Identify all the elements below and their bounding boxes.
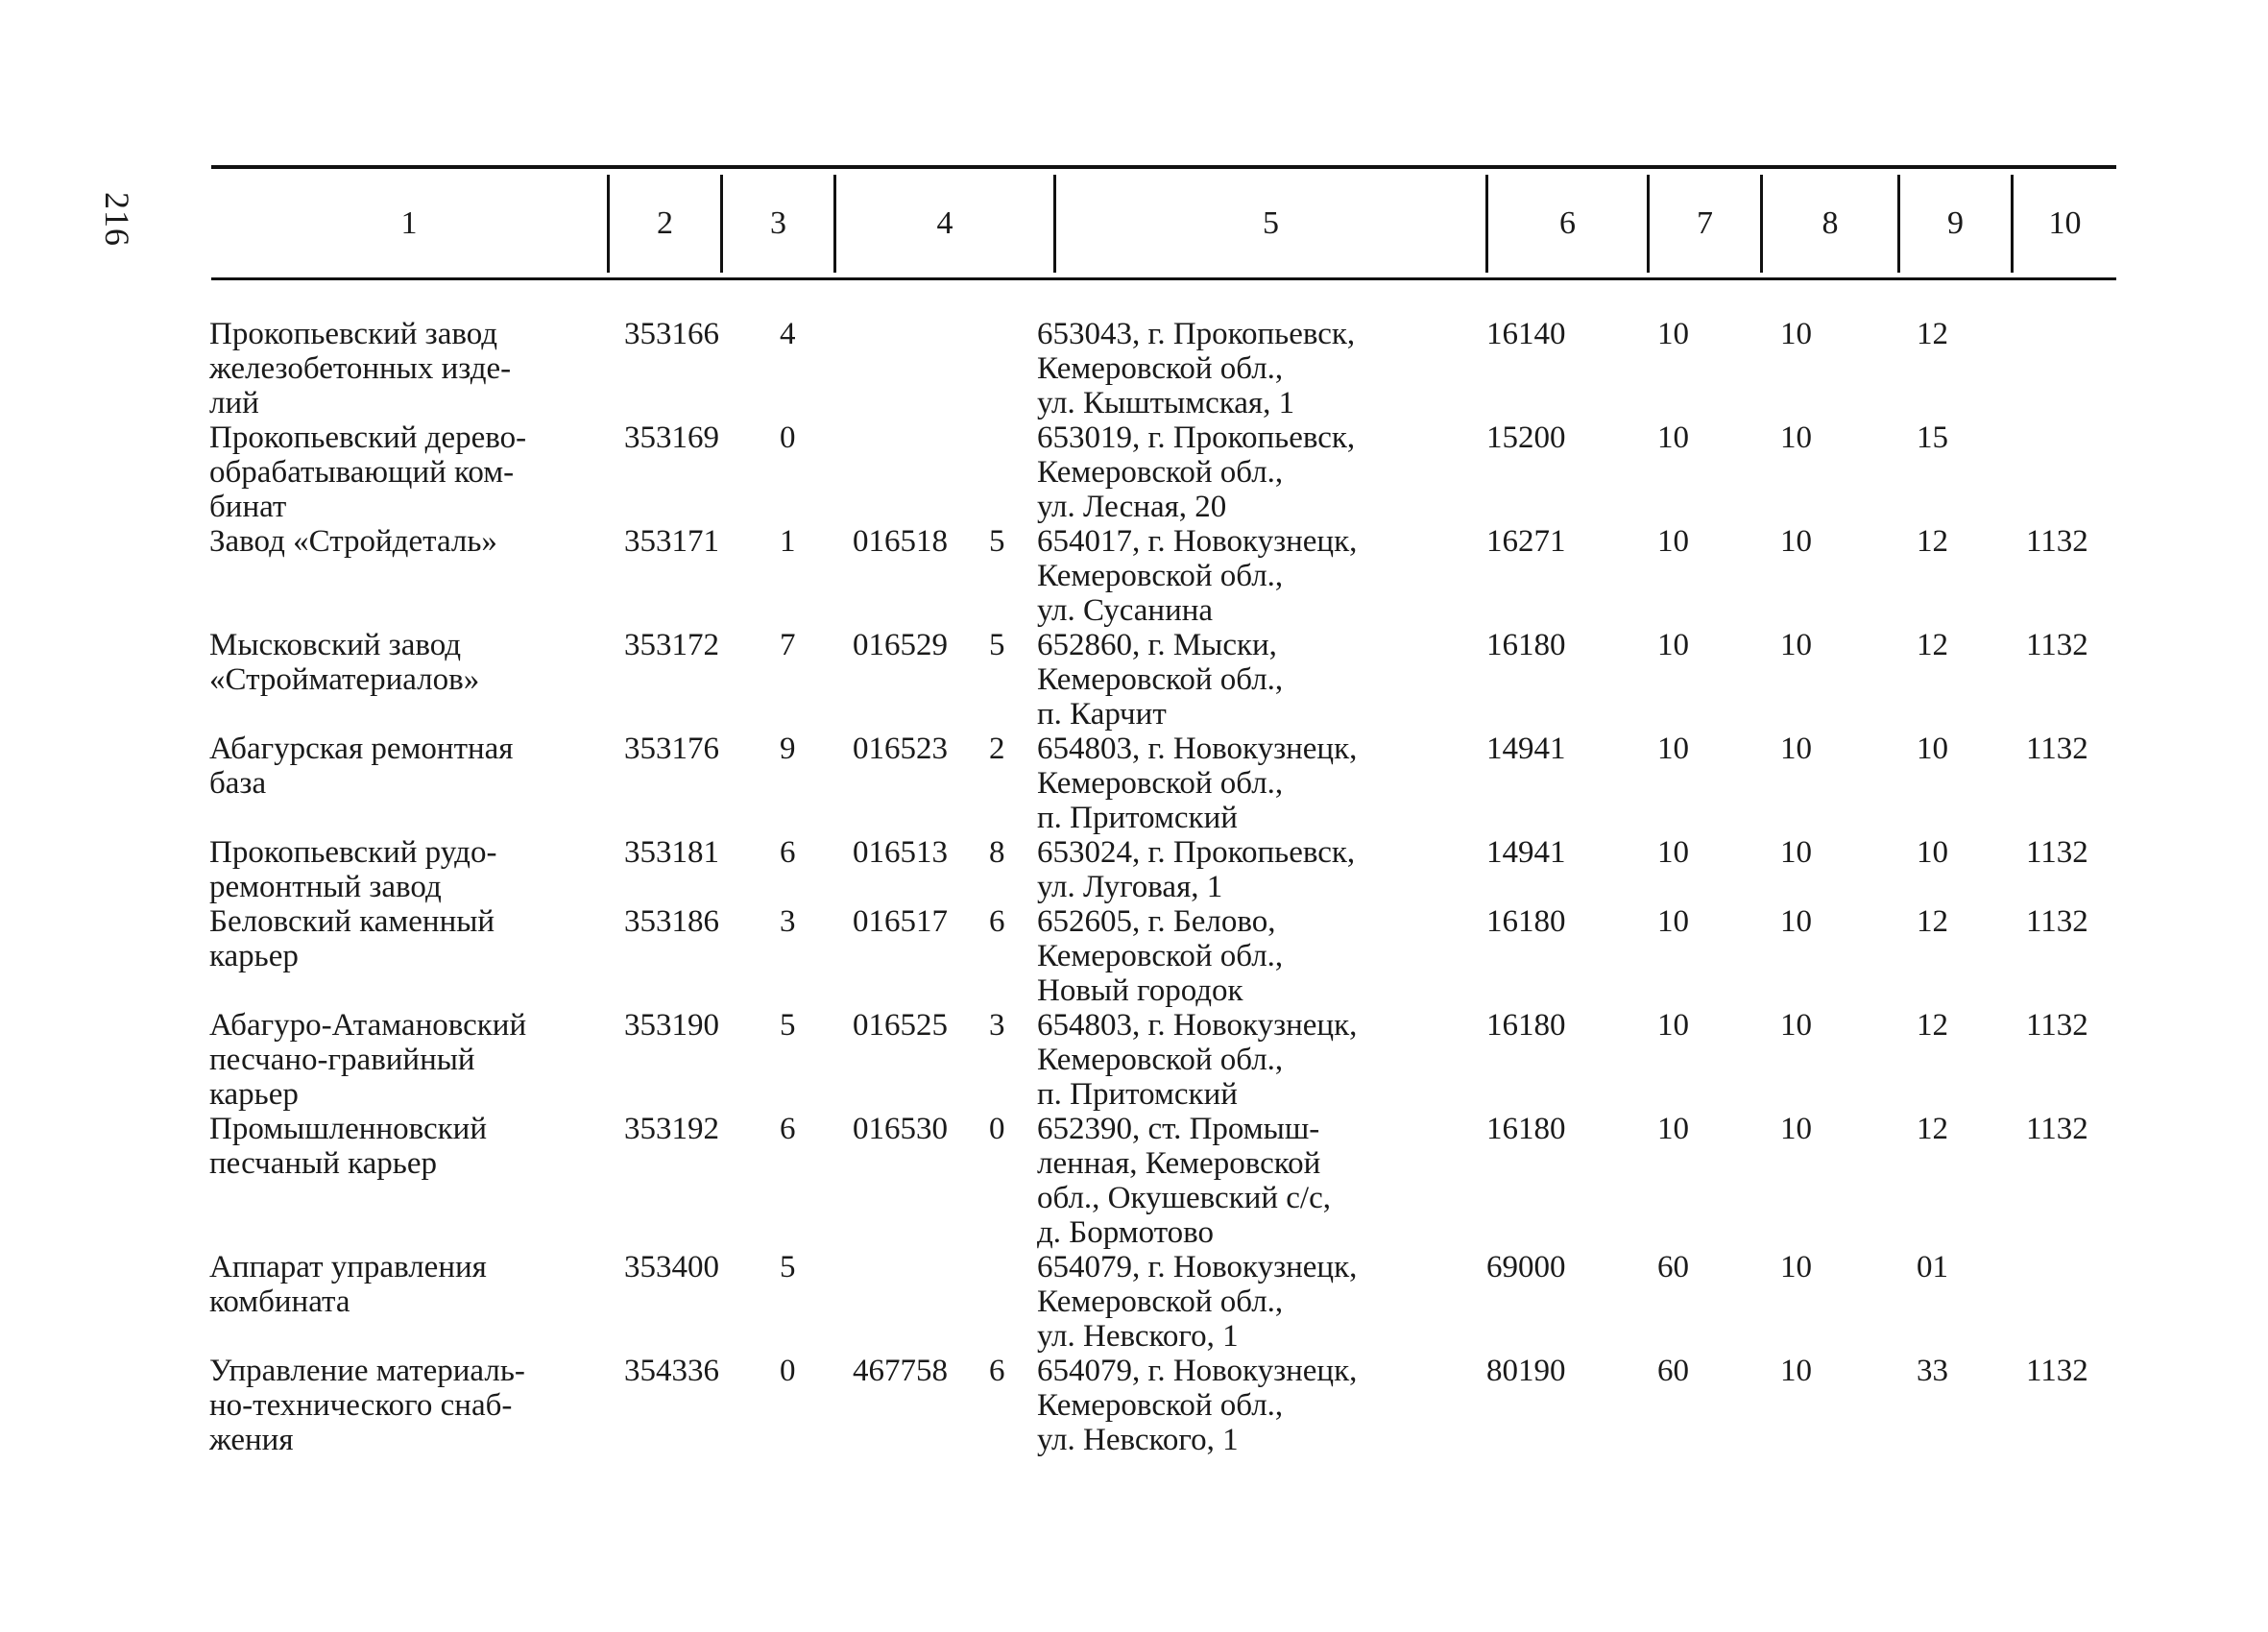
okpo-code: 016525 bbox=[853, 1008, 948, 1043]
col10-value: 1132 bbox=[2026, 524, 2088, 559]
address: 654017, г. Новокузнецк, Кемеровской обл., ул. Сусанина bbox=[1037, 524, 1358, 628]
col8-value: 10 bbox=[1780, 1008, 1812, 1043]
enterprise-name: Завод «Стройдеталь» bbox=[209, 524, 497, 559]
enterprise-name: Прокопьевский завод железобетонных изде- лий bbox=[209, 317, 512, 420]
col9-value: 12 bbox=[1917, 628, 1948, 662]
col8-value: 10 bbox=[1780, 524, 1812, 559]
column-header: 8 bbox=[1822, 204, 1839, 241]
col9-value: 15 bbox=[1917, 420, 1948, 455]
col7-value: 60 bbox=[1657, 1250, 1689, 1284]
col10-value: 1132 bbox=[2026, 1354, 2088, 1388]
okpo-code: 016517 bbox=[853, 904, 948, 939]
col7-value: 10 bbox=[1657, 524, 1689, 559]
enterprise-code: 353181 bbox=[624, 835, 719, 870]
col7-value: 10 bbox=[1657, 904, 1689, 939]
enterprise-code: 353169 bbox=[624, 420, 719, 455]
column-header: 6 bbox=[1559, 204, 1576, 241]
enterprise-name: Прокопьевский дерево- обрабатывающий ком- бинат bbox=[209, 420, 527, 524]
okpo-check-digit: 6 bbox=[989, 1354, 1005, 1388]
okpo-code: 016530 bbox=[853, 1112, 948, 1146]
col9-value: 01 bbox=[1917, 1250, 1948, 1284]
enterprise-name: Управление материаль- но-технического снаб- жения bbox=[209, 1354, 525, 1457]
col9-value: 10 bbox=[1917, 732, 1948, 766]
col8-value: 10 bbox=[1780, 1112, 1812, 1146]
column-divider bbox=[720, 175, 723, 273]
table-header bbox=[0, 169, 2268, 277]
column-divider bbox=[1647, 175, 1650, 273]
col6-value: 14941 bbox=[1486, 835, 1566, 870]
col8-value: 10 bbox=[1780, 317, 1812, 351]
address: 654079, г. Новокузнецк, Кемеровской обл., ул. Невского, 1 bbox=[1037, 1250, 1358, 1354]
col8-value: 10 bbox=[1780, 1354, 1812, 1388]
okpo-check-digit: 6 bbox=[989, 904, 1005, 939]
col10-value: 1132 bbox=[2026, 1112, 2088, 1146]
col7-value: 10 bbox=[1657, 628, 1689, 662]
okpo-code: 016518 bbox=[853, 524, 948, 559]
col8-value: 10 bbox=[1780, 732, 1812, 766]
enterprise-code: 353172 bbox=[624, 628, 719, 662]
address: 653019, г. Прокопьевск, Кемеровской обл., ул. Лесная, 20 bbox=[1037, 420, 1356, 524]
okpo-code: 016513 bbox=[853, 835, 948, 870]
enterprise-code: 353171 bbox=[624, 524, 719, 559]
col7-value: 10 bbox=[1657, 1008, 1689, 1043]
col7-value: 60 bbox=[1657, 1354, 1689, 1388]
enterprise-name: Прокопьевский рудо- ремонтный завод bbox=[209, 835, 497, 904]
column-divider bbox=[1053, 175, 1056, 273]
col6-value: 69000 bbox=[1486, 1250, 1566, 1284]
col8-value: 10 bbox=[1780, 420, 1812, 455]
okpo-check-digit: 0 bbox=[989, 1112, 1005, 1146]
col10-value: 1132 bbox=[2026, 904, 2088, 939]
col7-value: 10 bbox=[1657, 835, 1689, 870]
col6-value: 16140 bbox=[1486, 317, 1566, 351]
col6-value: 15200 bbox=[1486, 420, 1566, 455]
address: 652860, г. Мыски, Кемеровской обл., п. Карчит bbox=[1037, 628, 1284, 732]
enterprise-code: 353176 bbox=[624, 732, 719, 766]
col10-value: 1132 bbox=[2026, 835, 2088, 870]
col6-value: 16180 bbox=[1486, 1008, 1566, 1043]
col9-value: 10 bbox=[1917, 835, 1948, 870]
column-header: 1 bbox=[400, 204, 418, 241]
enterprise-name: Мысковский завод «Стройматериалов» bbox=[209, 628, 480, 697]
check-digit: 9 bbox=[780, 732, 796, 766]
col9-value: 12 bbox=[1917, 1008, 1948, 1043]
column-divider bbox=[607, 175, 610, 273]
address: 653024, г. Прокопьевск, ул. Луговая, 1 bbox=[1037, 835, 1356, 904]
address: 654079, г. Новокузнецк, Кемеровской обл., ул. Невского, 1 bbox=[1037, 1354, 1358, 1457]
column-divider bbox=[2011, 175, 2014, 273]
address: 652390, ст. Промыш- ленная, Кемеровской обл., Окушевский с/с, д. Бормотово bbox=[1037, 1112, 1331, 1250]
column-divider bbox=[1897, 175, 1900, 273]
col10-value: 1132 bbox=[2026, 628, 2088, 662]
check-digit: 3 bbox=[780, 904, 796, 939]
column-header: 5 bbox=[1263, 204, 1279, 241]
col7-value: 10 bbox=[1657, 420, 1689, 455]
col6-value: 16271 bbox=[1486, 524, 1566, 559]
okpo-check-digit: 5 bbox=[989, 524, 1005, 559]
page-number: 216 bbox=[98, 192, 136, 247]
column-header: 3 bbox=[770, 204, 786, 241]
okpo-check-digit: 2 bbox=[989, 732, 1005, 766]
col6-value: 16180 bbox=[1486, 904, 1566, 939]
col6-value: 80190 bbox=[1486, 1354, 1566, 1388]
col9-value: 12 bbox=[1917, 317, 1948, 351]
check-digit: 6 bbox=[780, 835, 796, 870]
okpo-code: 016529 bbox=[853, 628, 948, 662]
okpo-check-digit: 3 bbox=[989, 1008, 1005, 1043]
enterprise-code: 353186 bbox=[624, 904, 719, 939]
col7-value: 10 bbox=[1657, 317, 1689, 351]
column-header: 9 bbox=[1947, 204, 1964, 241]
address: 654803, г. Новокузнецк, Кемеровской обл., п. Притомский bbox=[1037, 1008, 1358, 1112]
okpo-code: 016523 bbox=[853, 732, 948, 766]
column-divider bbox=[1485, 175, 1488, 273]
column-header: 7 bbox=[1697, 204, 1713, 241]
col9-value: 12 bbox=[1917, 524, 1948, 559]
check-digit: 5 bbox=[780, 1008, 796, 1043]
col8-value: 10 bbox=[1780, 835, 1812, 870]
col9-value: 12 bbox=[1917, 904, 1948, 939]
enterprise-code: 353166 bbox=[624, 317, 719, 351]
col6-value: 14941 bbox=[1486, 732, 1566, 766]
enterprise-code: 353400 bbox=[624, 1250, 719, 1284]
enterprise-name: Абагурская ремонтная база bbox=[209, 732, 514, 801]
enterprise-code: 354336 bbox=[624, 1354, 719, 1388]
col8-value: 10 bbox=[1780, 904, 1812, 939]
check-digit: 4 bbox=[780, 317, 796, 351]
col10-value: 1132 bbox=[2026, 1008, 2088, 1043]
enterprise-name: Беловский каменный карьер bbox=[209, 904, 495, 973]
col8-value: 10 bbox=[1780, 628, 1812, 662]
column-divider bbox=[833, 175, 836, 273]
enterprise-code: 353192 bbox=[624, 1112, 719, 1146]
col9-value: 12 bbox=[1917, 1112, 1948, 1146]
col7-value: 10 bbox=[1657, 732, 1689, 766]
col6-value: 16180 bbox=[1486, 628, 1566, 662]
enterprise-name: Абагуро-Атамановский песчано-гравийный карьер bbox=[209, 1008, 527, 1112]
table-header-rule bbox=[211, 277, 2116, 280]
enterprise-code: 353190 bbox=[624, 1008, 719, 1043]
column-header: 2 bbox=[657, 204, 673, 241]
address: 653043, г. Прокопьевск, Кемеровской обл., ул. Кыштымская, 1 bbox=[1037, 317, 1356, 420]
address: 654803, г. Новокузнецк, Кемеровской обл., п. Притомский bbox=[1037, 732, 1358, 835]
col10-value: 1132 bbox=[2026, 732, 2088, 766]
check-digit: 1 bbox=[780, 524, 796, 559]
check-digit: 6 bbox=[780, 1112, 796, 1146]
col7-value: 10 bbox=[1657, 1112, 1689, 1146]
column-divider bbox=[1760, 175, 1763, 273]
okpo-check-digit: 8 bbox=[989, 835, 1005, 870]
check-digit: 0 bbox=[780, 1354, 796, 1388]
check-digit: 5 bbox=[780, 1250, 796, 1284]
address: 652605, г. Белово, Кемеровской обл., Новый городок bbox=[1037, 904, 1284, 1008]
col6-value: 16180 bbox=[1486, 1112, 1566, 1146]
enterprise-name: Аппарат управления комбината bbox=[209, 1250, 487, 1319]
okpo-check-digit: 5 bbox=[989, 628, 1005, 662]
okpo-code: 467758 bbox=[853, 1354, 948, 1388]
column-header: 4 bbox=[936, 204, 953, 241]
col8-value: 10 bbox=[1780, 1250, 1812, 1284]
column-header: 10 bbox=[2048, 204, 2082, 241]
enterprise-name: Промышленновский песчаный карьер bbox=[209, 1112, 487, 1181]
col9-value: 33 bbox=[1917, 1354, 1948, 1388]
check-digit: 7 bbox=[780, 628, 796, 662]
check-digit: 0 bbox=[780, 420, 796, 455]
